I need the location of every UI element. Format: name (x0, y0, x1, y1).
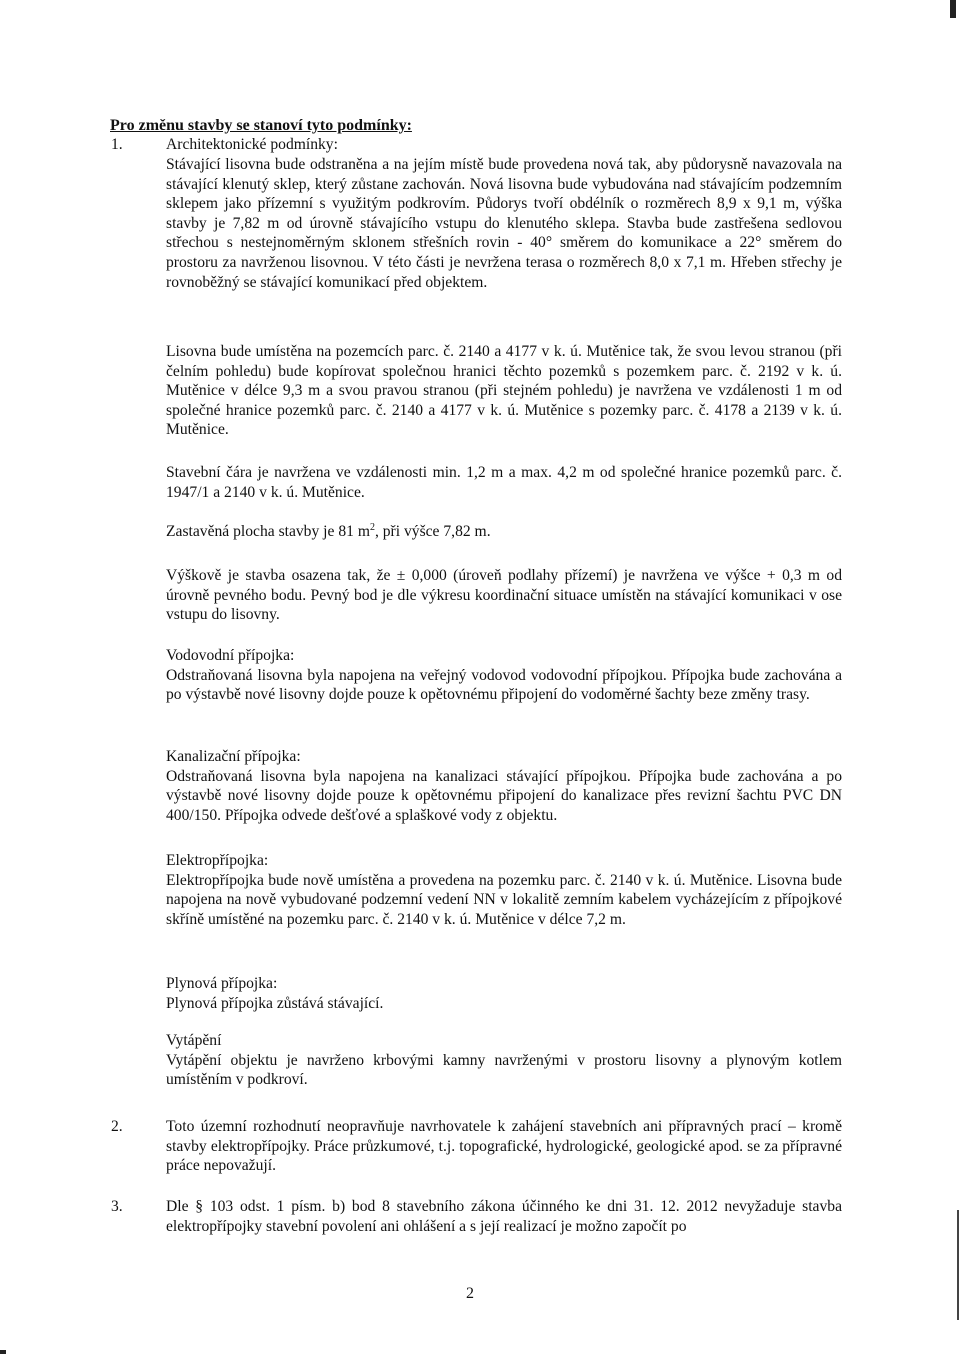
built-area-height-text: , při výšce 7,82 m. (374, 523, 491, 540)
item-3-number: 3. (111, 1198, 123, 1215)
water-connection-label: Vodovodní přípojka: (166, 647, 295, 664)
height-text: Výškově je stavba osazena tak, že ± 0,000 (úroveň podlahy přízemí) je navržena ve výšce + 0,3 m od úrovně pevného bodu. Pevný bod je dle výkresu koordinační situace umístěn na stávající komunikaci v ose vstupu do lisovny. (166, 567, 842, 624)
gas-connection-text: Plynová přípojka zůstává stávající. (166, 994, 384, 1012)
gas-connection-section (166, 974, 842, 1013)
area-unit-superscript: 2 (369, 521, 375, 533)
architecture-text: Stávající lisovna bude odstraněna a na jejím místě bude provedena nová tak, aby půdorysně navazovala na stávající klenutý sklep, který zůstane zachován. Nová lisovna bude vybudována nad stávajícím podzemním sklepem jako přízemní s využitým podkrovím. Půdorys tvoří obdélník o rozměrech 8,9 x 9,1 m, výška stavby je 7,82 m od úrovně stávajícího vstupu do klenutého sklepa. Stavba bude zastřešena sedlovou střechou s nestejnoměrným sklonem střešních rovin - 40° směrem do komunikace a 22° směrem do prostoru za navrženou lisovnou. V této části je nevržena terasa o rozměrech 8,0 x 7,1 m. Hřeben střechy je rovnoběžný se stávající komunikací před objektem. (166, 156, 842, 291)
item-3-paragraph (166, 1197, 842, 1236)
building-line-paragraph (166, 463, 842, 502)
gas-connection-label: Plynová přípojka: (166, 975, 278, 992)
sewer-connection-text: Odstraňovaná lisovna byla napojena na kanalizaci stávající přípojkou. Přípojka bude zachována a po výstavbě nové lisovny dojde pouze k opětovnému připojení do kanalizace přes revizní šachtu PVC DN 400/150. Přípojka odvede dešťové a splaškové vody z objektu. (166, 767, 842, 824)
sewer-connection-label: Kanalizační přípojka: (166, 748, 301, 765)
placement-paragraph (166, 342, 842, 440)
electric-connection-text: Elektropřípojka bude nově umístěna a provedena na pozemku parc. č. 2140 v k. ú. Mutěnice. Lisovna bude napojena na nově vybudované podzemní vedení NN v lokalitě zemním kabelem vycházejícím z přípojkové skříně umístěné na pozemku parc. č. 2140 v k. ú. Mutěnice v délce 7,2 m. (166, 871, 842, 928)
placement-text: Lisovna bude umístěna na pozemcích parc. č. 2140 a 4177 v k. ú. Mutěnice tak, že svou levou stranou (při čelním pohledu) bude kopírovat společnou hranici těchto pozemků s pozemkem parc. č. 2192 v k. ú. Mutěnice v délce 9,3 m a svou pravou stranou (při stejném pohledu) je navržena ve vzdálenosti 1 m od společné hranice pozemků parc. č. 2140 a 4177 v k. ú. Mutěnice s pozemky parc. č. 4178 a 2139 v k. ú. Mutěnice. (166, 343, 842, 439)
heating-text: Vytápění objektu je navrženo krbovými kamny navrženými v prostoru lisovny a plynovým kotlem umístěním v podkroví. (166, 1051, 842, 1089)
architecture-paragraph (166, 155, 842, 292)
scan-edge-mark-top (950, 0, 956, 18)
water-connection-text: Odstraňovaná lisovna byla napojena na veřejný vodovod vodovodní přípojkou. Přípojka bude zachována a po výstavbě nové lisovny dojde pouze k opětovnému připojení do vodoměrné šachty beze změny trasy. (166, 666, 842, 704)
item-2-number: 2. (111, 1118, 123, 1135)
scan-edge-mark-bottom (0, 1350, 6, 1354)
heating-label: Vytápění (166, 1032, 222, 1049)
item-2-paragraph (166, 1117, 842, 1176)
built-area-text: Zastavěná plocha stavby je 81 m (166, 523, 370, 540)
item-1-number: 1. (111, 136, 123, 153)
electric-connection-section (166, 851, 842, 929)
heating-section (166, 1031, 842, 1090)
page-number: 2 (466, 1285, 474, 1302)
scan-edge-mark-right (957, 1210, 959, 1320)
built-area-line (166, 522, 842, 542)
height-paragraph (166, 566, 842, 625)
item-3-text: Dle § 103 odst. 1 písm. b) bod 8 stavebního zákona účinného ke dni 31. 12. 2012 nevyžaduje stavba elektropřípojky stavební povolení ani ohlášení a s její realizací je možno započít po (166, 1198, 842, 1235)
sewer-connection-section (166, 747, 842, 825)
water-connection-section (166, 646, 842, 705)
built-area-paragraph (166, 522, 842, 542)
building-line-text: Stavební čára je navržena ve vzdálenosti min. 1,2 m a max. 4,2 m od společné hranice pozemků parc. č. 1947/1 a 2140 v k. ú. Mutěnice. (166, 464, 842, 501)
conditions-heading: Pro změnu stavby se stanoví tyto podmínky: (110, 117, 412, 134)
item-2-text: Toto územní rozhodnutí neopravňuje navrhovatele k zahájení stavebních ani přípravných prací – kromě stavby elektropřípojky. Práce průzkumové, t.j. topografické, hydrologické, geologické apod. se za přípravné práce nepovažují. (166, 1118, 842, 1175)
item-1-title: Architektonické podmínky: (166, 136, 338, 153)
electric-connection-label: Elektropřípojka: (166, 852, 269, 869)
